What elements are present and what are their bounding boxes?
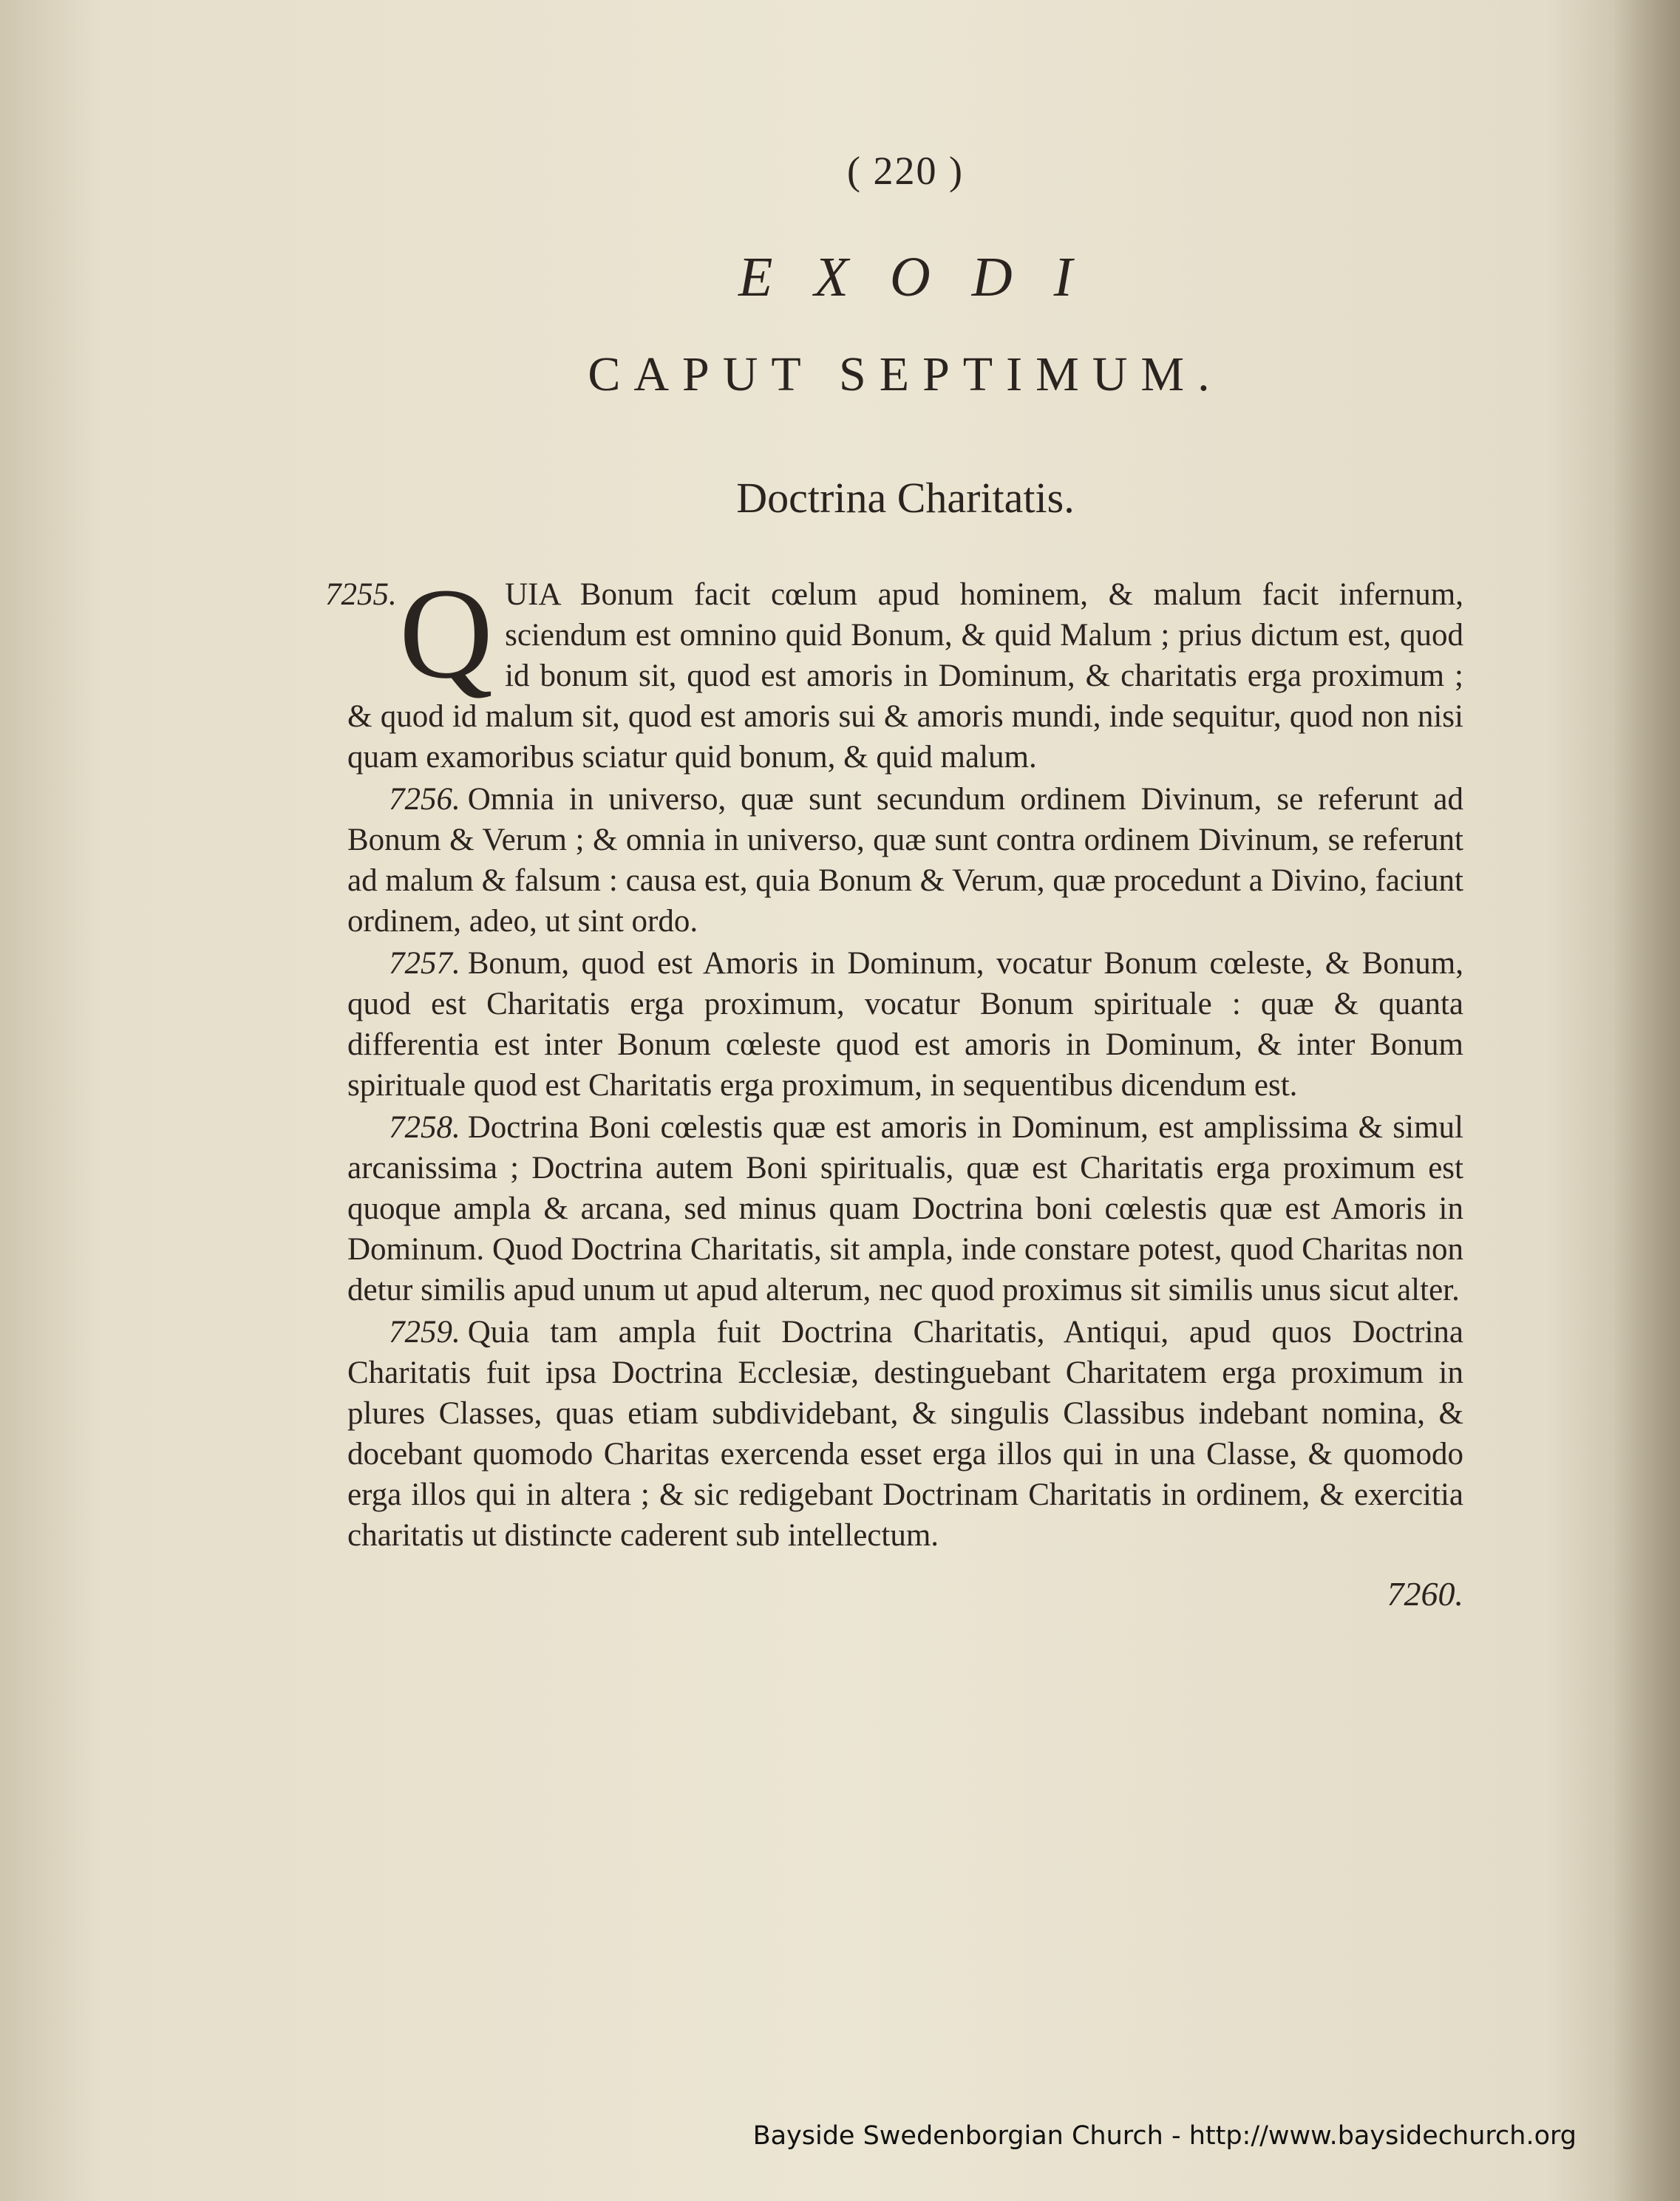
paragraph-7256: [347, 779, 1463, 942]
chapter-title: CAPUT SEPTIMUM.: [588, 347, 1223, 401]
paragraph-text: Omnia in universo, quæ sunt secundum ordinem Divinum, se referunt ad Bonum & Verum ; & omnia in universo, quæ sunt contra ordinem Divinum, se referunt ad malum & falsum : causa est, quia Bonum & Verum, quæ procedunt a Divino, faciunt ordinem, adeo, ut sint ordo.: [347, 782, 1463, 939]
paragraph-number: 7259.: [389, 1315, 460, 1350]
drop-cap: Q: [399, 562, 494, 706]
spine-shadow: [1613, 0, 1680, 2201]
paragraph-text: Bonum, quod est Amoris in Dominum, vocatur Bonum cœleste, & Bonum, quod est Charitatis erga proximum, vocatur Bonum spirituale : quæ & quanta differentia est inter Bonum cœleste quod est amoris in Dominum, & inter Bonum spirituale quod est Charitatis erga proximum, in sequentibus dicendum est.: [347, 946, 1463, 1103]
watermark-caption: Bayside Swedenborgian Church - http://www.baysidechurch.org: [752, 2121, 1577, 2151]
section-title: Doctrina Charitatis.: [736, 474, 1075, 522]
paragraph-number: 7256.: [389, 782, 460, 817]
paragraph-7258: [347, 1107, 1463, 1310]
paragraph-number: 7258.: [389, 1110, 460, 1145]
page-number: ( 220 ): [847, 149, 964, 193]
paragraph-7255: [325, 562, 1463, 778]
paragraph-number: 7255.: [325, 577, 397, 612]
paragraph-text: UIA Bonum facit cœlum apud hominem, & malum facit infernum, sciendum est omnino quid Bonum, & quid Malum ; prius dictum est, quod id bonum sit, quod est amoris in Dominum, & charitatis erga proximum ; & quod id malum sit, quod est amoris sui & amoris mundi, inde sequitur, quod non nisi quam examoribus sciatur quid bonum, & quid malum.: [347, 577, 1463, 775]
page-content: [325, 148, 1463, 1613]
book-title: EXODI: [738, 246, 1114, 308]
paragraph-number: 7257.: [389, 946, 460, 981]
paragraph-7257: [347, 943, 1463, 1106]
paragraph-7259: [347, 1312, 1463, 1556]
paragraph-text: Doctrina Boni cœlestis quæ est amoris in Dominum, est amplissima & simul arcanissima ; Doctrina autem Boni spiritualis, quæ est Charitatis erga proximum est quoque ampla & arcana, sed minus quam Doctrina boni cœlestis quæ est Amoris in Dominum. Quod Doctrina Charitatis, sit ampla, inde constare potest, quod Charitas non detur similis apud unum ut apud alterum, nec quod proximus sit similis unus sicut alter.: [347, 1110, 1463, 1307]
catchword: 7260.: [1387, 1575, 1463, 1613]
paragraph-text: Quia tam ampla fuit Doctrina Charitatis, Antiqui, apud quos Doctrina Charitatis fuit ipsa Doctrina Ecclesiæ, destinguebant Charitatem erga proximum in plures Classes, quas etiam subdividebant, & singulis Classibus indebant nomina, & docebant quomodo Charitas exercenda esset erga illos qui in una Classe, & quomodo erga illos qui in altera ; & sic redigebant Doctrinam Charitatis in ordinem, & exercitia charitatis ut distincte caderent sub intellectum.: [347, 1315, 1463, 1553]
